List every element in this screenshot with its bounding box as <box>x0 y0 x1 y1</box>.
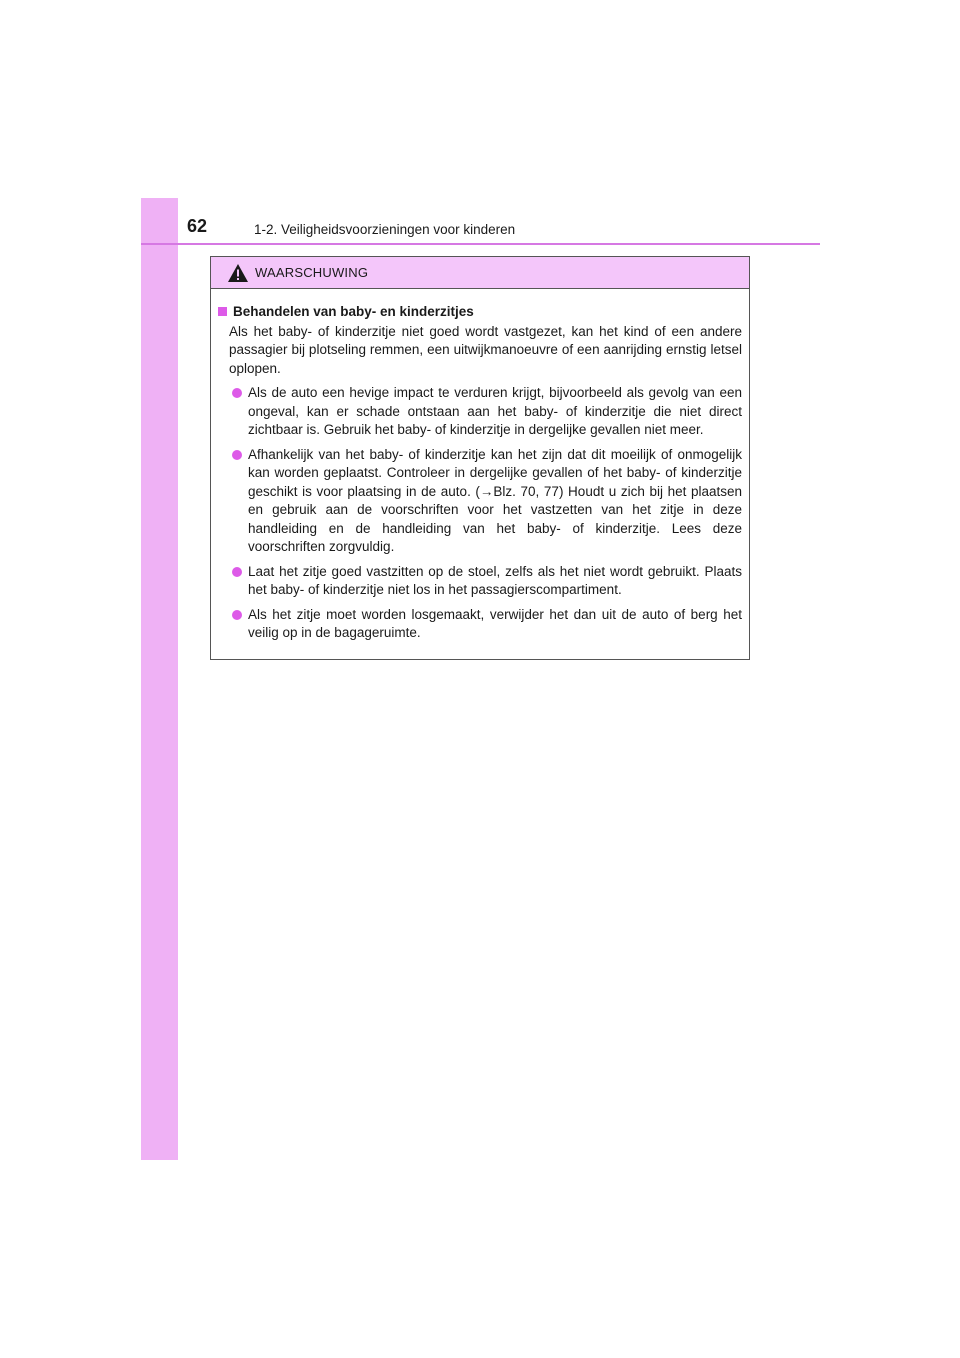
section-title: 1-2. Veiligheidsvoorzieningen voor kinderen <box>254 222 516 237</box>
bullet-text: Afhankelijk van het baby- of kinderzitje kan het zijn dat dit moeilijk of onmogelijk kan worden geplaatst. Controleer in dergelijke gevallen of het baby- of kinderzitje geschikt is voor plaatsing in de auto. (→Blz. 70, 77) Houdt u zich bij het plaatsen en gebruik aan de voorschriften voor het vastzetten van het zitje in deze handleiding en de handleiding van het baby- of kinderzitje. Lees deze voorschriften zorgvuldig. <box>248 446 742 554</box>
warning-title: WAARSCHUWING <box>255 265 369 280</box>
warning-body <box>211 289 749 643</box>
warning-subheading <box>218 303 742 322</box>
list-item <box>218 446 742 557</box>
bullet-text: Laat het zitje goed vastzitten op de stoel, zelfs als het niet wordt gebruikt. Plaats het baby- of kinderzitje niet los in het passagierscompartiment. <box>248 563 742 597</box>
warning-triangle-icon <box>227 263 249 283</box>
warning-box <box>210 256 750 660</box>
list-item <box>218 563 742 600</box>
page-header <box>178 216 820 246</box>
subheading-text: Behandelen van baby- en kinderzitjes <box>233 304 474 319</box>
bullet-dot-icon <box>232 450 242 460</box>
warning-header <box>211 257 749 289</box>
bullet-dot-icon <box>232 567 242 577</box>
list-item <box>218 384 742 440</box>
bullet-text: Als het zitje moet worden losgemaakt, verwijder het dan uit de auto of berg het veilig op in de bagageruimte. <box>248 606 742 640</box>
warning-intro: Als het baby- of kinderzitje niet goed wordt vastgezet, kan het kind of een andere passagier bij plotseling remmen, een uitwijkmanoeuvre of een aanrijding ernstig letsel oplopen. <box>229 323 742 376</box>
page-number: 62 <box>187 216 208 236</box>
list-item <box>218 606 742 643</box>
header-divider <box>141 243 820 245</box>
bullet-dot-icon <box>232 388 242 398</box>
chapter-side-band <box>141 198 178 1160</box>
square-bullet-icon <box>218 307 227 316</box>
bullet-dot-icon <box>232 610 242 620</box>
bullet-text: Als de auto een hevige impact te verduren krijgt, bijvoorbeeld als gevolg van een ongeval, kan er schade ontstaan aan het baby- of kinderzitje die niet direct zichtbaar is. Gebruik het baby- of kinderzitje in dergelijke gevallen niet meer. <box>248 385 742 437</box>
